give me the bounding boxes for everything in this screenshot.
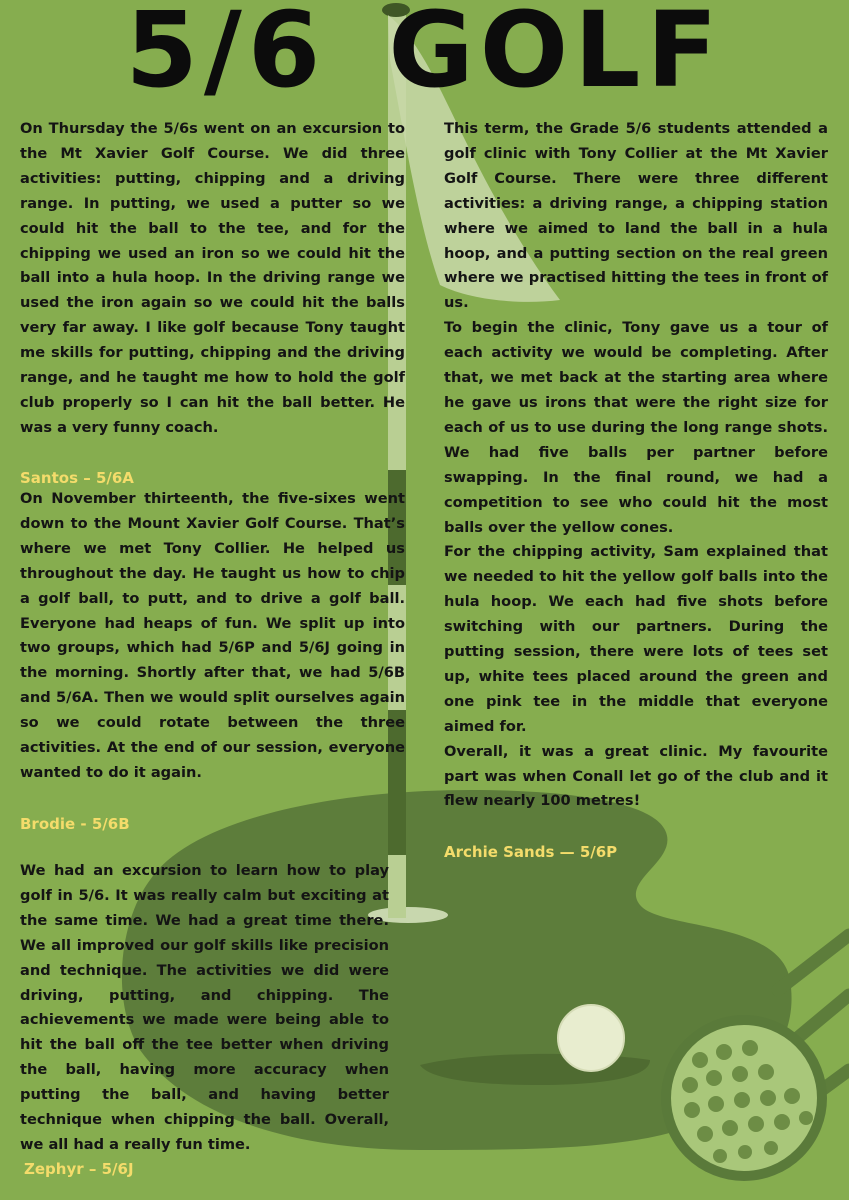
article-1-paragraph: On Thursday the 5/6s went on an excursion to the Mt Xavier Golf Course. We did three activities: putting, chipping and a driving range. In putting, we used a putter so we could hit the ball to the tee, and for the chipping we used an iron so we could hit the ball into a hula hoop. In the driving range we used the iron again so we could hit the balls very far away. I like golf because Tony taught me skills for putting, chipping and the driving range, and he taught me how to hold the golf club properly so I can hit the ball better. He was a very funny coach. xyxy=(20,120,405,436)
article-3-author: Zephyr – 5/6J xyxy=(24,1160,134,1178)
article-1-text xyxy=(20,117,405,441)
article-4-paragraph-1: This term, the Grade 5/6 students attended a golf clinic with Tony Collier at the Mt Xavier Golf Course. There were three different activities: a driving range, a chipping station where we aimed to land the ball in a hula hoop, and a putting section on the real green where we practised hitting the tees in front of us. xyxy=(444,120,828,312)
article-1-author: Santos – 5/6A xyxy=(20,469,134,487)
article-4-paragraph-3: For the chipping activity, Sam explained that we needed to hit the yellow golf balls into the hula hoop. We each had five shots before switching with our partners. During the putting session, there were lots of tees set up, white tees placed around the green and one pink tee in the middle that everyone aimed for. xyxy=(444,543,828,735)
article-2-text xyxy=(20,487,405,786)
article-4-author: Archie Sands — 5/6P xyxy=(444,843,618,861)
article-4-text xyxy=(444,117,828,814)
article-3-paragraph: We had an excursion to learn how to play golf in 5/6. It was really calm but exciting at the same time. We had a great time there. We all improved our golf skills like precision and technique. The activities we did were driving, putting, and chipping. The achievements we made were being able to hit the ball off the tee better when driving the ball, having more accuracy when putting the ball, and having better technique when chipping the ball. Overall, we all had a really fun time. xyxy=(20,862,389,1153)
article-2-author: Brodie - 5/6B xyxy=(20,815,130,833)
article-4-paragraph-2: To begin the clinic, Tony gave us a tour of each activity we would be completing. After that, we met back at the starting area where he gave us irons that were the right size for each of us to use during the long range shots. We had five balls per partner before swapping. In the final round, we had a competition to see who could hit the most balls over the yellow cones. xyxy=(444,319,828,536)
article-4-paragraph-4: Overall, it was a great clinic. My favourite part was when Conall let go of the club and it flew nearly 100 metres! xyxy=(444,742,828,810)
page-title: 5/6 GOLF xyxy=(125,0,724,111)
article-3-text xyxy=(20,859,389,1158)
article-2-paragraph: On November thirteenth, the five-sixes went down to the Mount Xavier Golf Course. That’s where we met Tony Collier. He helped us throughout the day. He taught us how to chip a golf ball, to putt, and to drive a golf ball. Everyone had heaps of fun. We split up into two groups, which had 5/6P and 5/6J going in the morning. Shortly after that, we had 5/6B and 5/6A. Then we would split ourselves again so we could rotate between the three activities. At the end of our session, everyone wanted to do it again. xyxy=(20,490,405,781)
